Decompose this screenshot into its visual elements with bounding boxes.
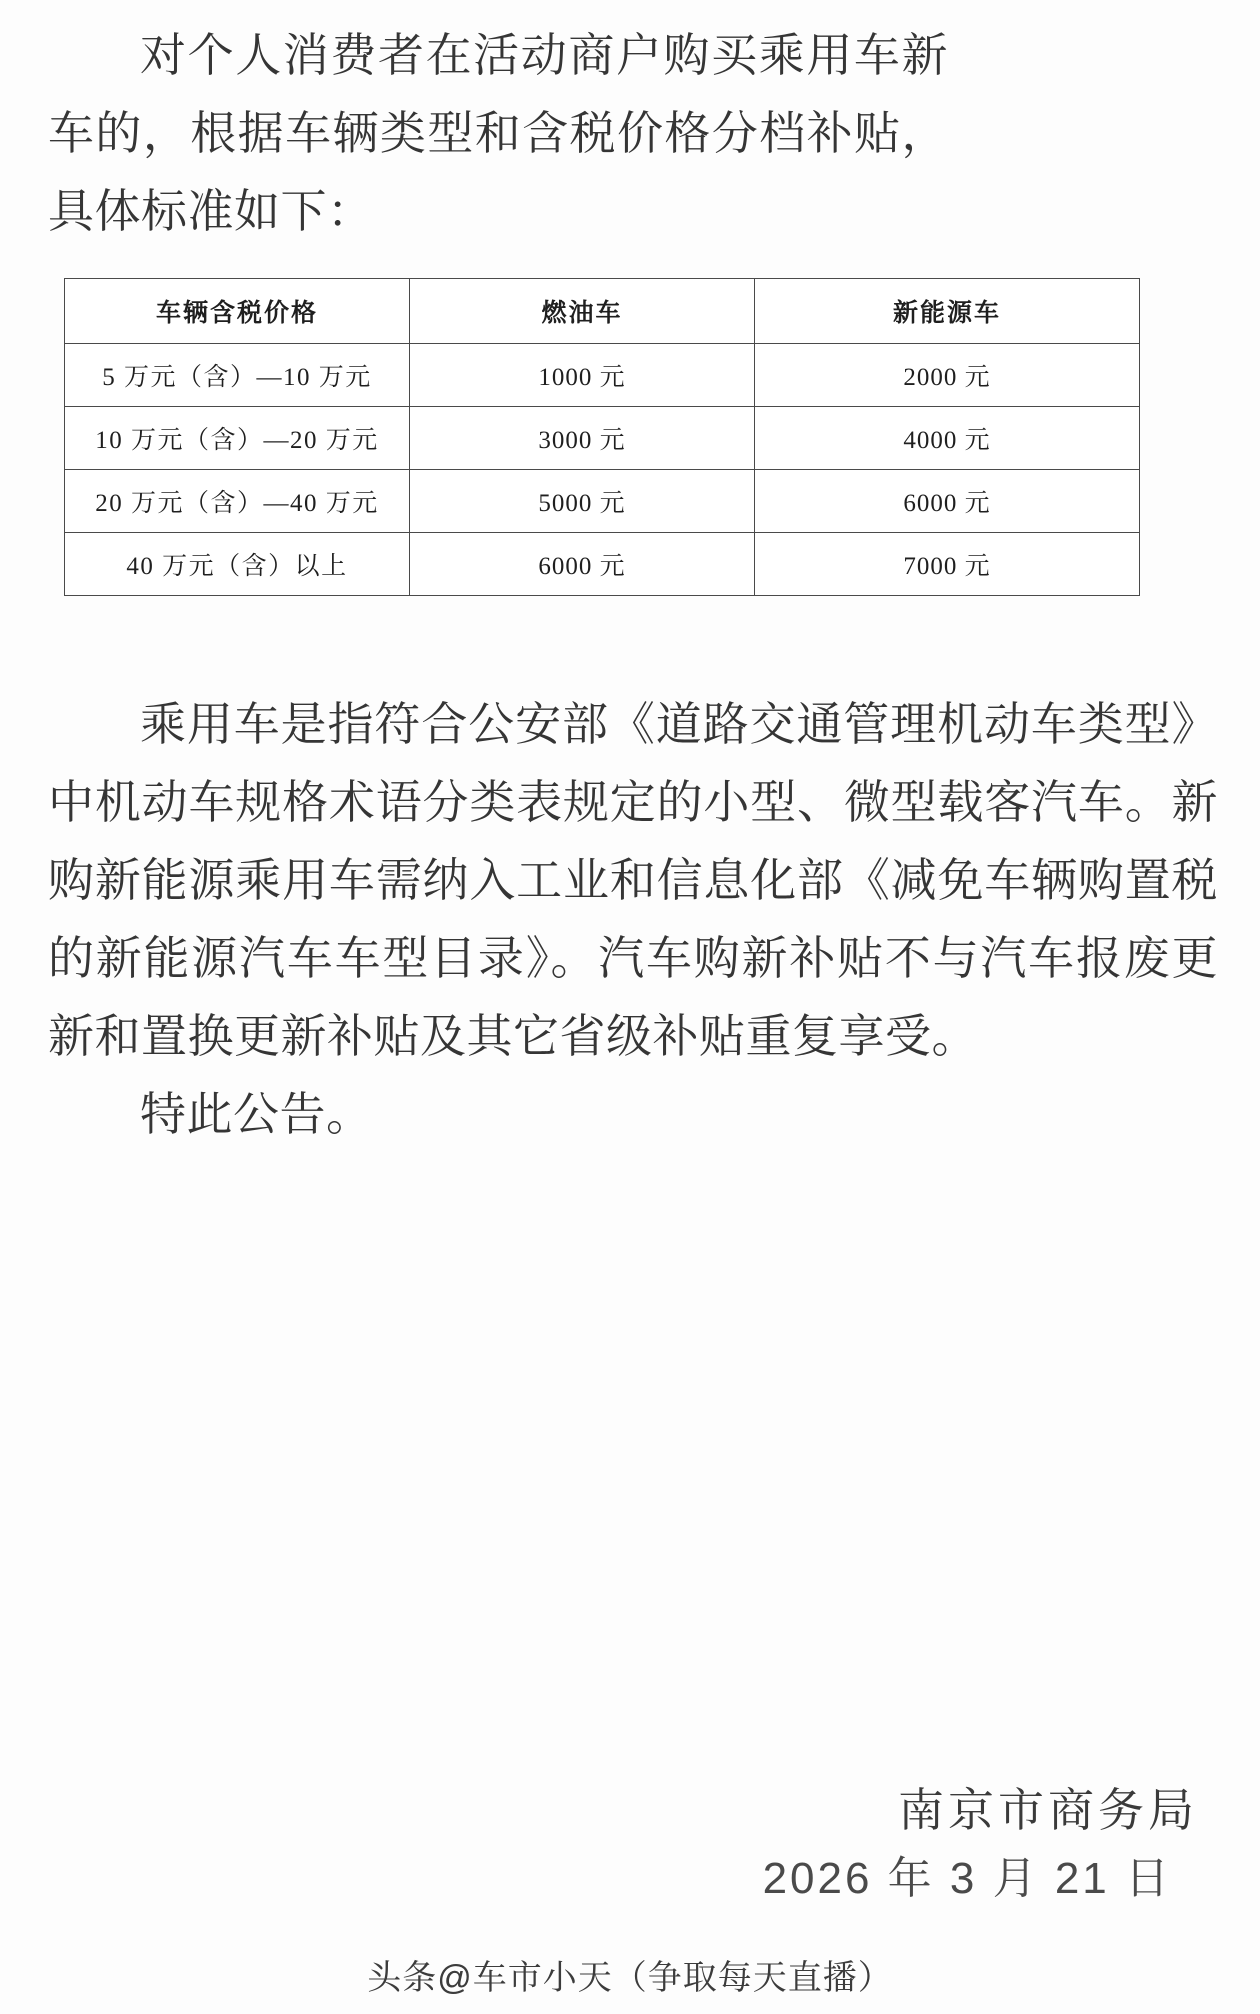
subsidy-table-container [64,278,1139,596]
table-row [65,344,1140,407]
subsidy-table [64,278,1140,596]
cell-price-range: 10 万元（含）—20 万元 [65,407,410,470]
paragraph-closing-notice: 特此公告。 [140,1088,373,1140]
table-row [65,407,1140,470]
signature-block [498,1775,1198,1913]
paragraph-passenger-vehicle-definition: 乘用车是指符合公安部《道路交通管理机动车类型》中机动车规格术语分类表规定的小型、微型载客汽车。新购新能源乘用车需纳入工业和信息化部《减免车辆购置税的新能源汽车车型目录》。汽车购新补贴不与汽车报废更新和置换更新补贴及其它省级补贴重复享受。 [48,698,1218,1062]
cell-price-range: 5 万元（含）—10 万元 [65,344,410,407]
table-row [65,533,1140,596]
table-row [65,470,1140,533]
watermark-text: 头条@车市小天（争取每天直播） [367,1959,893,1997]
signature-date: 2026 年 3 月 21 日 [762,1854,1172,1903]
cell-fuel-amount: 1000 元 [410,344,755,407]
cell-new-energy-amount: 4000 元 [755,407,1140,470]
cell-new-energy-amount: 2000 元 [755,344,1140,407]
cell-fuel-amount: 3000 元 [410,407,755,470]
cell-new-energy-amount: 7000 元 [755,533,1140,596]
document-body-lower [48,685,1218,1153]
column-header-price: 车辆含税价格 [65,279,410,344]
cell-fuel-amount: 5000 元 [410,470,755,533]
cell-new-energy-amount: 6000 元 [755,470,1140,533]
document-body [48,0,1218,250]
paragraph-subsidy-intro: 对个人消费者在活动商户购买乘用车新车的，根据车辆类型和含税价格分档补贴，具体标准如下： [48,29,948,237]
cell-price-range: 40 万元（含）以上 [65,533,410,596]
signature-organization: 南京市商务局 [898,1784,1198,1836]
cell-price-range: 20 万元（含）—40 万元 [65,470,410,533]
cell-fuel-amount: 6000 元 [410,533,755,596]
column-header-fuel-vehicle: 燃油车 [410,279,755,344]
column-header-new-energy-vehicle: 新能源车 [755,279,1140,344]
table-header-row [65,279,1140,344]
